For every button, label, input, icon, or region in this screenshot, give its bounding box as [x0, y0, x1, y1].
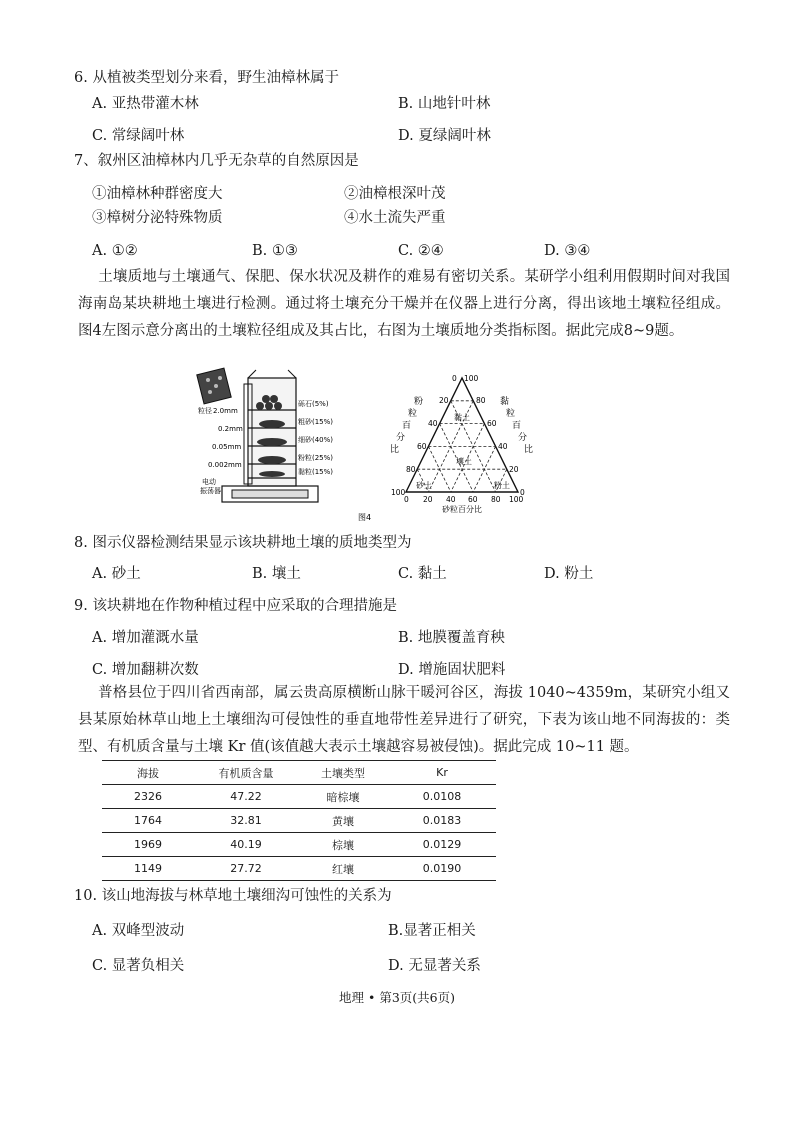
q9-option-d: D. 增施固状肥料 [398, 662, 506, 678]
right-tick-100: 100 [464, 374, 479, 383]
layer-fine-sand: 细砂(40%) [298, 436, 334, 444]
table-cell: 0.0108 [388, 785, 496, 809]
table-row [102, 833, 496, 857]
passage-soil-texture [78, 264, 730, 345]
right-tick-20: 20 [509, 465, 519, 474]
q6-option-b: B. 山地针叶林 [398, 96, 491, 112]
figure-4 [196, 366, 546, 526]
right-axis-char-5: 比 [524, 445, 534, 455]
q8-option-c: C. 黏土 [398, 566, 447, 582]
q9-option-b: B. 地膜覆盖育秧 [398, 630, 505, 646]
layer-coarse-sand: 粗砂(15%) [298, 418, 334, 426]
left-axis-char-1: 粉 [414, 397, 424, 407]
table-row [102, 857, 496, 881]
figure-caption: 图4 [358, 513, 372, 522]
right-tick-60: 60 [487, 419, 497, 428]
table-cell: 27.72 [194, 857, 298, 881]
region-clay: 黏土 [454, 413, 470, 422]
table-cell: 1149 [102, 857, 194, 881]
left-tick-20: 20 [439, 396, 449, 405]
right-axis-char-3: 百 [512, 421, 522, 431]
table-cell: 黄壤 [298, 809, 388, 833]
table-cell: 0.0129 [388, 833, 496, 857]
left-axis-char-3: 百 [402, 421, 412, 431]
table-header-row [102, 761, 496, 785]
q7-item-3: ③樟树分泌特殊物质 [92, 210, 223, 226]
left-tick-40: 40 [428, 419, 438, 428]
passage-puge-county [78, 680, 730, 761]
soil-separator-diagram [197, 368, 334, 502]
table-row [102, 785, 496, 809]
q8-stem: 8. 图示仪器检测结果显示该块耕地土壤的质地类型为 [74, 535, 412, 551]
left-axis-char-5: 比 [390, 445, 400, 455]
q6-option-d: D. 夏绿阔叶林 [398, 128, 491, 144]
grain-size-20: 2.0mm [213, 407, 238, 415]
layer-silt: 粉粒(25%) [298, 454, 334, 462]
grain-size-005: 0.05mm [212, 443, 242, 451]
bottom-tick-80: 80 [491, 495, 501, 504]
table-cell: 红壤 [298, 857, 388, 881]
right-axis-char-4: 分 [518, 433, 528, 443]
bottom-axis-title: 砂粒百分比 [442, 505, 482, 514]
q6-stem: 6. 从植被类型划分来看，野生油樟林属于 [74, 70, 339, 86]
passage-puge-county-text: 普格县位于四川省西南部，属云贵高原横断山脉干暖河谷区，海拔 1040~4359m，某研究小组又县某原始林草山地上土壤细沟可侵蚀性的垂直地带性差异进行了研究，下表为该山地不同海拔的：类型、有机质含量与土壤 Kr 值(该值越大表示土壤越容易被侵蚀)。据此完成 10~11 题。 [78, 685, 730, 755]
q7-item-1: ①油樟林种群密度大 [92, 186, 223, 202]
region-sand: 砂土 [416, 481, 432, 490]
left-axis-char-4: 分 [396, 433, 406, 443]
table-cell: 0.0190 [388, 857, 496, 881]
table-header-organic: 有机质含量 [194, 761, 298, 785]
layer-gravel: 砾石(5%) [298, 400, 329, 408]
grain-size-label: 粒径 [198, 407, 212, 415]
page-footer: 地理 • 第3页(共6页) [339, 990, 455, 1005]
q8-option-a: A. 砂土 [92, 566, 141, 582]
left-tick-80: 80 [406, 465, 416, 474]
right-axis-char-1: 黏 [500, 397, 510, 407]
grain-size-02: 0.2mm [218, 425, 243, 433]
table-header-altitude: 海拔 [102, 761, 194, 785]
q10-option-b: B.显著正相关 [388, 923, 476, 939]
table-row [102, 809, 496, 833]
device-label-2: 振荡器 [200, 487, 221, 495]
q7-option-b: B. ①③ [252, 243, 298, 259]
left-tick-0: 0 [452, 374, 457, 383]
table-header-soil-type: 土壤类型 [298, 761, 388, 785]
right-tick-40: 40 [498, 442, 508, 451]
q6-option-c: C. 常绿阔叶林 [92, 128, 185, 144]
table-cell: 暗棕壤 [298, 785, 388, 809]
q10-stem: 10. 该山地海拔与林草地土壤细沟可蚀性的关系为 [74, 888, 392, 904]
region-loam: 壤土 [456, 457, 472, 466]
soil-data-table [102, 760, 496, 881]
q10-option-c: C. 显著负相关 [92, 958, 185, 974]
table-cell: 1969 [102, 833, 194, 857]
bottom-tick-20: 20 [423, 495, 433, 504]
soil-texture-triangle [390, 374, 533, 514]
right-axis-char-2: 粒 [506, 409, 516, 419]
bottom-tick-40: 40 [446, 495, 456, 504]
right-tick-80: 80 [476, 396, 486, 405]
left-tick-100: 100 [391, 488, 406, 497]
q9-option-a: A. 增加灌溉水量 [92, 630, 199, 646]
q7-option-a: A. ①② [92, 243, 138, 259]
bottom-tick-0: 0 [404, 495, 409, 504]
q9-option-c: C. 增加翻耕次数 [92, 662, 199, 678]
q8-option-d: D. 粉土 [544, 566, 594, 582]
table-cell: 40.19 [194, 833, 298, 857]
region-silt: 粉土 [494, 481, 510, 490]
grain-size-0002: 0.002mm [208, 461, 242, 469]
layer-clay: 黏粒(15%) [298, 468, 334, 476]
device-label-1: 电动 [202, 478, 216, 486]
q10-option-d: D. 无显著关系 [388, 958, 481, 974]
q7-option-d: D. ③④ [544, 243, 591, 259]
right-tick-0: 0 [520, 488, 525, 497]
table-cell: 32.81 [194, 809, 298, 833]
table-cell: 0.0183 [388, 809, 496, 833]
left-tick-60: 60 [417, 442, 427, 451]
table-cell: 棕壤 [298, 833, 388, 857]
table-header-kr: Kr [388, 761, 496, 785]
q7-item-2: ②油樟根深叶茂 [344, 186, 446, 202]
table-cell: 2326 [102, 785, 194, 809]
table-cell: 47.22 [194, 785, 298, 809]
left-axis-char-2: 粒 [408, 409, 418, 419]
q7-option-c: C. ②④ [398, 243, 444, 259]
bottom-tick-100: 100 [509, 495, 524, 504]
q7-item-4: ④水土流失严重 [344, 210, 446, 226]
q10-option-a: A. 双峰型波动 [92, 923, 185, 939]
q8-option-b: B. 壤土 [252, 566, 301, 582]
q9-stem: 9. 该块耕地在作物种植过程中应采取的合理措施是 [74, 598, 397, 614]
q7-stem: 7、叙州区油樟林内几乎无杂草的自然原因是 [74, 153, 359, 169]
q6-option-a: A. 亚热带灌木林 [92, 96, 199, 112]
bottom-tick-60: 60 [468, 495, 478, 504]
passage-soil-texture-text: 土壤质地与土壤通气、保肥、保水状况及耕作的难易有密切关系。某研学小组利用假期时间对我国海南岛某块耕地土壤进行检测。通过将土壤充分干燥并在仪器上进行分离，得出该地土壤粒径组成。图4左图示意分离出的土壤粒径组成及其占比，右图为土壤质地分类指标图。据此完成8~9题。 [78, 269, 730, 339]
table-cell: 1764 [102, 809, 194, 833]
